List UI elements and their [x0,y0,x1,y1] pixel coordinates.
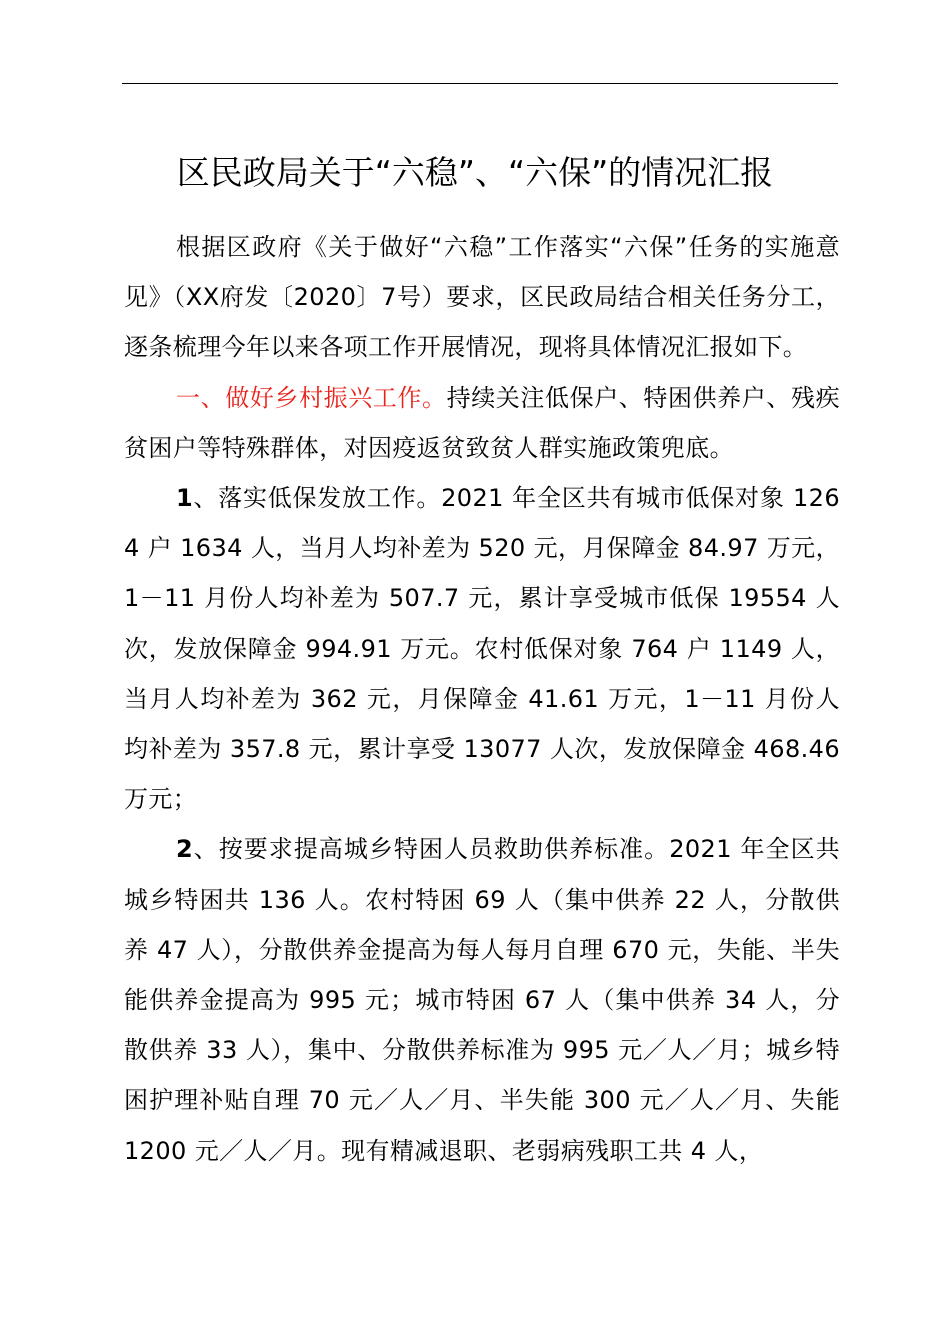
item-1-number: 1 [176,484,194,513]
section-1-paragraph [124,373,840,473]
item-1-paragraph [124,473,840,824]
document-title: 区民政局关于“六稳”、“六保”的情况汇报 [176,153,774,192]
section-1-heading: 一、做好乡村振兴工作。 [176,383,447,412]
item-1-text: 、落实低保发放工作。2021 年全区共有城市低保对象 1264 户 1634 人，当月人均补差为 520 元，月保障金 84.97 万元，1－11 月份人均补差为 507.7 元，累计享受城市低保 19554 人次，发放保障金 994.91 万元。农村低保对象 764 户 1149 人，当月人均补差为 362 元，月保障金 41.61 万元，1－11 月份人均补差为 357.8 元，累计享受 13077 人次，发放保障金 468.46 万元； [124,484,840,814]
intro-paragraph: 根据区政府《关于做好“六稳”工作落实“六保”任务的实施意见》（XX府发〔2020〕7号）要求，区民政局结合相关任务分工，逐条梳理今年以来各项工作开展情况，现将具体情况汇报如下。 [124,233,840,362]
item-2-number: 2 [176,835,194,864]
item-2-paragraph [124,824,840,1175]
document-body [124,222,840,1176]
item-2-text: 、按要求提高城乡特困人员救助供养标准。2021 年全区共城乡特困共 136 人。农村特困 69 人（集中供养 22 人，分散供养 47 人），分散供养金提高为每人每月自理 670 元，失能、半失能供养金提高为 995 元；城市特困 67 人（集中供养 34 人，分散供养 33 人），集中、分散供养标准为 995 元／人／月；城乡特困护理补贴自理 70 元／人／月、半失能 300 元／人／月、失能 1200 元／人／月。现有精减退职、老弱病残职工共 4 人， [124,835,840,1165]
section-1-text: 持续关注低保户、特困供养户、残疾贫困户等特殊群体，对因疫返贫致贫人群实施政策兜底。 [124,383,840,462]
header-rule [122,83,838,84]
